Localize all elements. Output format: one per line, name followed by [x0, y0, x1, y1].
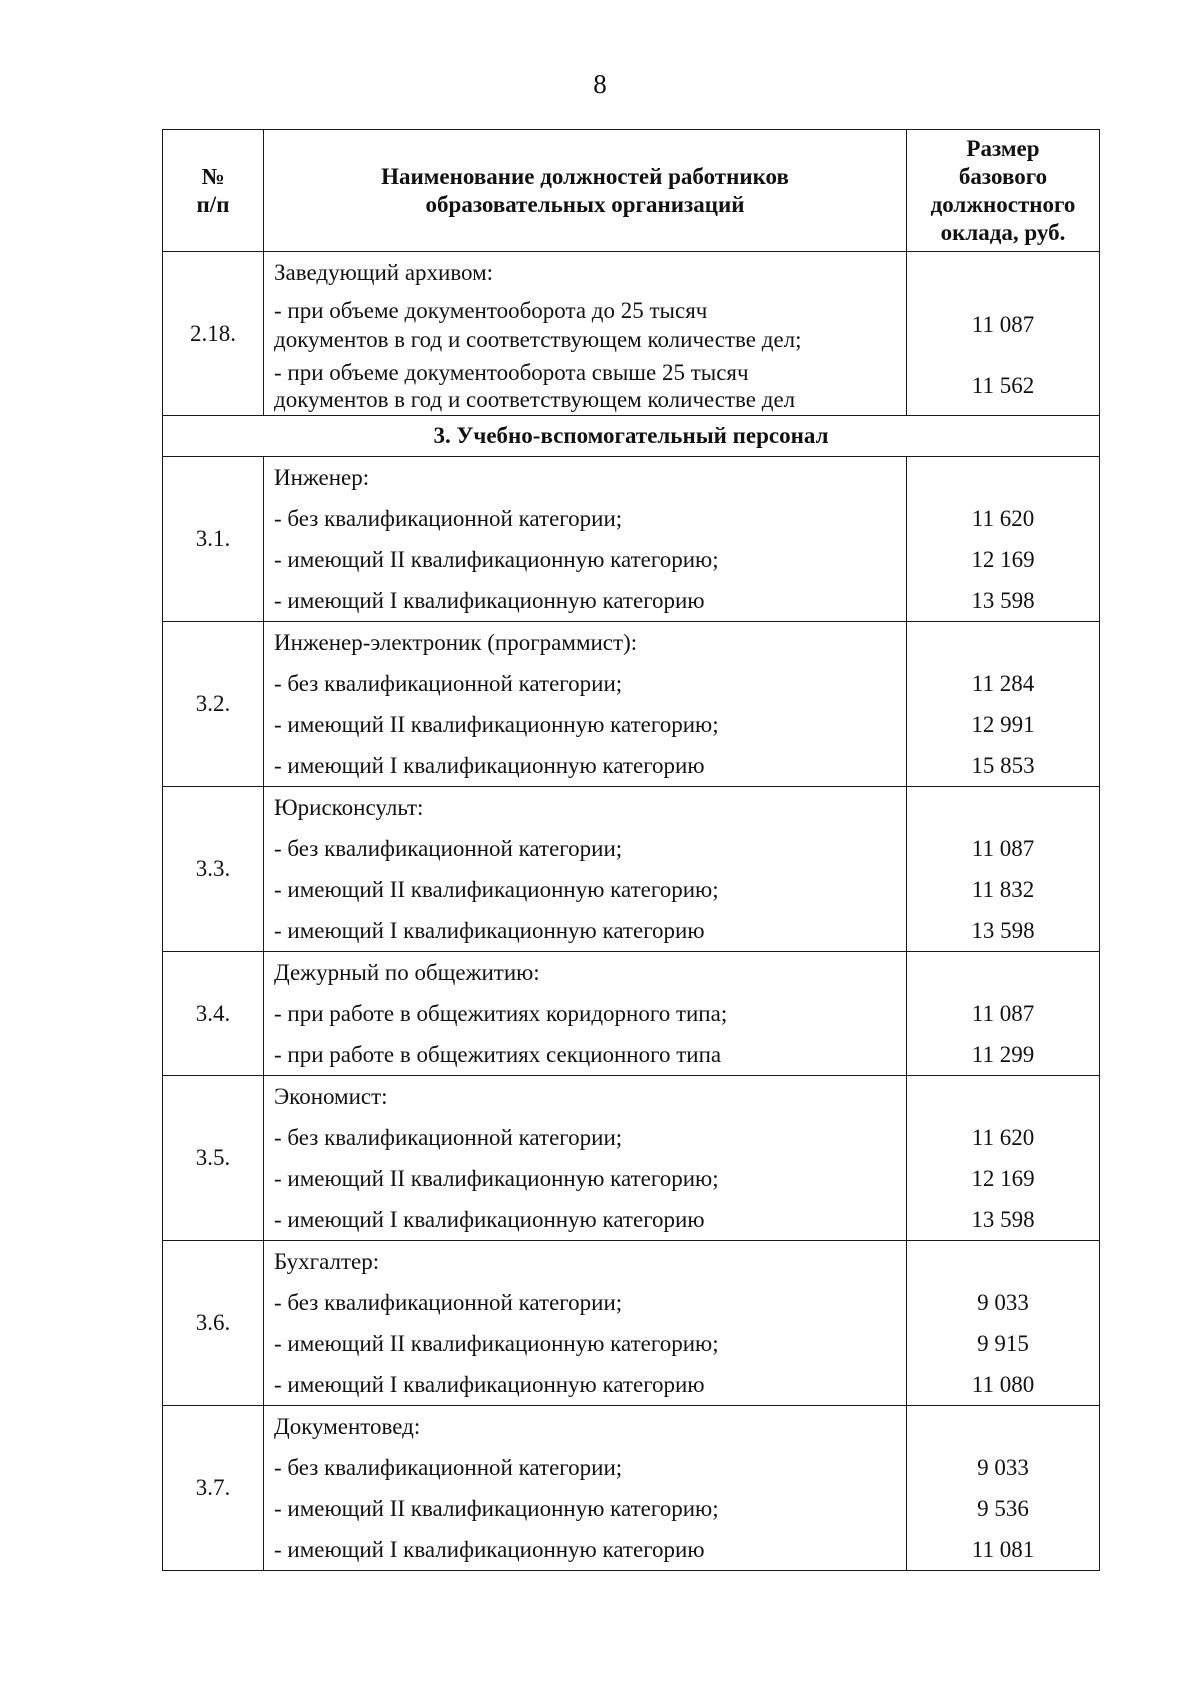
position-item: - имеющий II квалификационную категорию;	[274, 712, 719, 737]
salary-cell	[907, 1076, 1100, 1241]
row-number: 3.7.	[163, 1406, 264, 1571]
table-row	[163, 252, 1100, 416]
salary-value: 15 853	[971, 753, 1035, 778]
salary-cell	[907, 457, 1100, 622]
position-item: - имеющий II квалификационную категорию;	[274, 1166, 719, 1191]
row-number: 3.2.	[163, 622, 264, 787]
position-item: - имеющий I квалификационную категорию	[274, 753, 705, 778]
salary-value: 12 169	[971, 1166, 1035, 1191]
header-number: № п/п	[163, 130, 264, 252]
table-row	[163, 1241, 1100, 1406]
position-cell	[264, 1406, 907, 1571]
position-item: - имеющий II квалификационную категорию;	[274, 877, 719, 902]
salary-value: 11 080	[971, 1372, 1035, 1397]
salary-value: 12 169	[971, 547, 1035, 572]
position-title: Дежурный по общежитию:	[274, 960, 540, 985]
position-cell	[264, 1241, 907, 1406]
table-row	[163, 1076, 1100, 1241]
salary-value: 9 033	[977, 1290, 1029, 1315]
salary-cell	[907, 252, 1100, 416]
position-cell	[264, 787, 907, 952]
table-row	[163, 457, 1100, 622]
position-cell	[264, 252, 907, 416]
position-item: - при объеме документооборота до 25 тысяч документов в год и соответствующем количестве дел;	[274, 298, 802, 352]
position-title: Документовед:	[274, 1414, 421, 1439]
position-item: - без квалификационной категории;	[274, 1125, 623, 1150]
position-item: - без квалификационной категории;	[274, 1455, 623, 1480]
salary-cell	[907, 622, 1100, 787]
position-title: Юрисконсульт:	[274, 795, 424, 820]
position-item: - имеющий I квалификационную категорию	[274, 1207, 705, 1232]
salary-cell	[907, 787, 1100, 952]
salary-cell	[907, 1241, 1100, 1406]
position-cell	[264, 1076, 907, 1241]
salary-table	[162, 129, 1100, 1571]
position-item: - без квалификационной категории;	[274, 1290, 623, 1315]
position-item: - при работе в общежитиях коридорного типа;	[274, 1001, 728, 1026]
table-header-row	[163, 130, 1100, 252]
position-item: - имеющий I квалификационную категорию	[274, 1372, 705, 1397]
position-item: - при объеме документооборота свыше 25 тысяч документов в год и соответствующем количестве дел	[274, 360, 796, 412]
salary-value: 11 087	[971, 836, 1035, 861]
salary-value: 11 299	[971, 1042, 1035, 1067]
page-number: 8	[593, 69, 607, 99]
salary-value: 13 598	[971, 588, 1035, 613]
position-cell	[264, 952, 907, 1076]
row-number: 3.1.	[163, 457, 264, 622]
position-title: Инженер-электроник (программист):	[274, 630, 638, 655]
salary-cell	[907, 952, 1100, 1076]
position-cell	[264, 622, 907, 787]
position-item: - имеющий I квалификационную категорию	[274, 1537, 705, 1562]
salary-value: 11 620	[971, 506, 1035, 531]
position-item: - без квалификационной категории;	[274, 671, 623, 696]
row-number: 3.5.	[163, 1076, 264, 1241]
section-title: 3. Учебно-вспомогательный персонал	[163, 416, 1100, 457]
salary-value: 9 033	[977, 1455, 1029, 1480]
salary-value: 11 562	[971, 373, 1035, 398]
row-number: 3.6.	[163, 1241, 264, 1406]
row-number: 3.4.	[163, 952, 264, 1076]
position-title: Экономист:	[274, 1084, 388, 1109]
position-item: - имеющий II квалификационную категорию;	[274, 547, 719, 572]
table-row	[163, 622, 1100, 787]
salary-value: 11 620	[971, 1125, 1035, 1150]
salary-value: 11 087	[971, 312, 1035, 337]
row-number: 3.3.	[163, 787, 264, 952]
position-item: - без квалификационной категории;	[274, 506, 623, 531]
position-item: - имеющий I квалификационную категорию	[274, 918, 705, 943]
salary-value: 12 991	[971, 712, 1035, 737]
salary-value: 11 284	[971, 671, 1035, 696]
salary-value: 11 087	[971, 1001, 1035, 1026]
table-row	[163, 1406, 1100, 1571]
salary-value: 9 915	[977, 1331, 1029, 1356]
position-item: - без квалификационной категории;	[274, 836, 623, 861]
table-row	[163, 952, 1100, 1076]
salary-value: 9 536	[977, 1496, 1029, 1521]
header-position-name: Наименование должностей работников образовательных организаций	[264, 130, 907, 252]
position-item: - имеющий II квалификационную категорию;	[274, 1331, 719, 1356]
position-item: - имеющий II квалификационную категорию;	[274, 1496, 719, 1521]
row-number: 2.18.	[163, 252, 264, 416]
salary-value: 11 081	[971, 1537, 1035, 1562]
position-cell	[264, 457, 907, 622]
position-title: Инженер:	[274, 465, 370, 490]
position-title: Бухгалтер:	[274, 1249, 380, 1274]
salary-value: 13 598	[971, 918, 1035, 943]
position-item: - при работе в общежитиях секционного типа	[274, 1042, 722, 1067]
position-item: - имеющий I квалификационную категорию	[274, 588, 705, 613]
header-base-salary: Размер базового должностного оклада, руб.	[907, 130, 1100, 252]
section-row	[163, 416, 1100, 457]
position-title: Заведующий архивом:	[274, 260, 494, 285]
salary-value: 11 832	[971, 877, 1035, 902]
table-row	[163, 787, 1100, 952]
salary-value: 13 598	[971, 1207, 1035, 1232]
salary-cell	[907, 1406, 1100, 1571]
